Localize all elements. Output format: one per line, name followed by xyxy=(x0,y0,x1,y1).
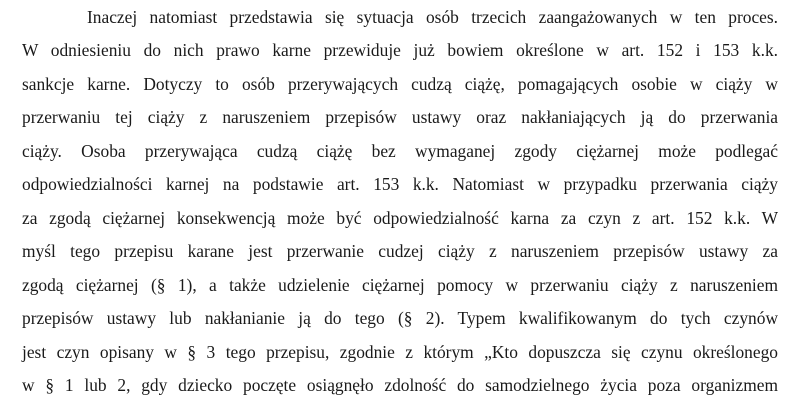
paragraph-line: sankcje karne. Dotyczy to osób przerywających cudzą ciążę, pomagających osobie w ciąży w xyxy=(22,74,778,94)
paragraph-line: odpowiedzialności karnej na podstawie art. 153 k.k. Natomiast w przypadku przerwania ciąży xyxy=(22,174,778,194)
paragraph-line: w § 1 lub 2, gdy dziecko poczęte osiągnęło zdolność do samodzielnego życia poza organizmem xyxy=(22,375,778,395)
paragraph-line: zgodą ciężarnej (§ 1), a także udzielenie ciężarnej pomocy w przerwaniu ciąży z naruszeniem xyxy=(22,275,778,295)
paragraph-line: myśl tego przepisu karane jest przerwanie cudzej ciąży z naruszeniem przepisów ustawy za xyxy=(22,241,778,261)
paragraph-line: za zgodą ciężarnej konsekwencją może być odpowiedzialność karna za czyn z art. 152 k.k. W xyxy=(22,208,778,228)
paragraph-line: jest czyn opisany w § 3 tego przepisu, zgodnie z którym „Kto dopuszcza się czynu określonego xyxy=(22,342,778,362)
paragraph-line: Inaczej natomiast przedstawia się sytuacja osób trzecich zaangażowanych w ten proces. xyxy=(87,7,778,27)
paragraph-line: przepisów ustawy lub nakłanianie ją do tego (§ 2). Typem kwalifikowanym do tych czynów xyxy=(22,308,778,328)
paragraph-line: przerwaniu tej ciąży z naruszeniem przepisów ustawy oraz nakłaniających ją do przerwania xyxy=(22,107,778,127)
paragraph-line: W odniesieniu do nich prawo karne przewiduje już bowiem określone w art. 152 i 153 k.k. xyxy=(22,40,778,60)
paragraph-line: ciąży. Osoba przerywająca cudzą ciążę bez wymaganej zgody ciężarnej może podlegać xyxy=(22,141,778,161)
